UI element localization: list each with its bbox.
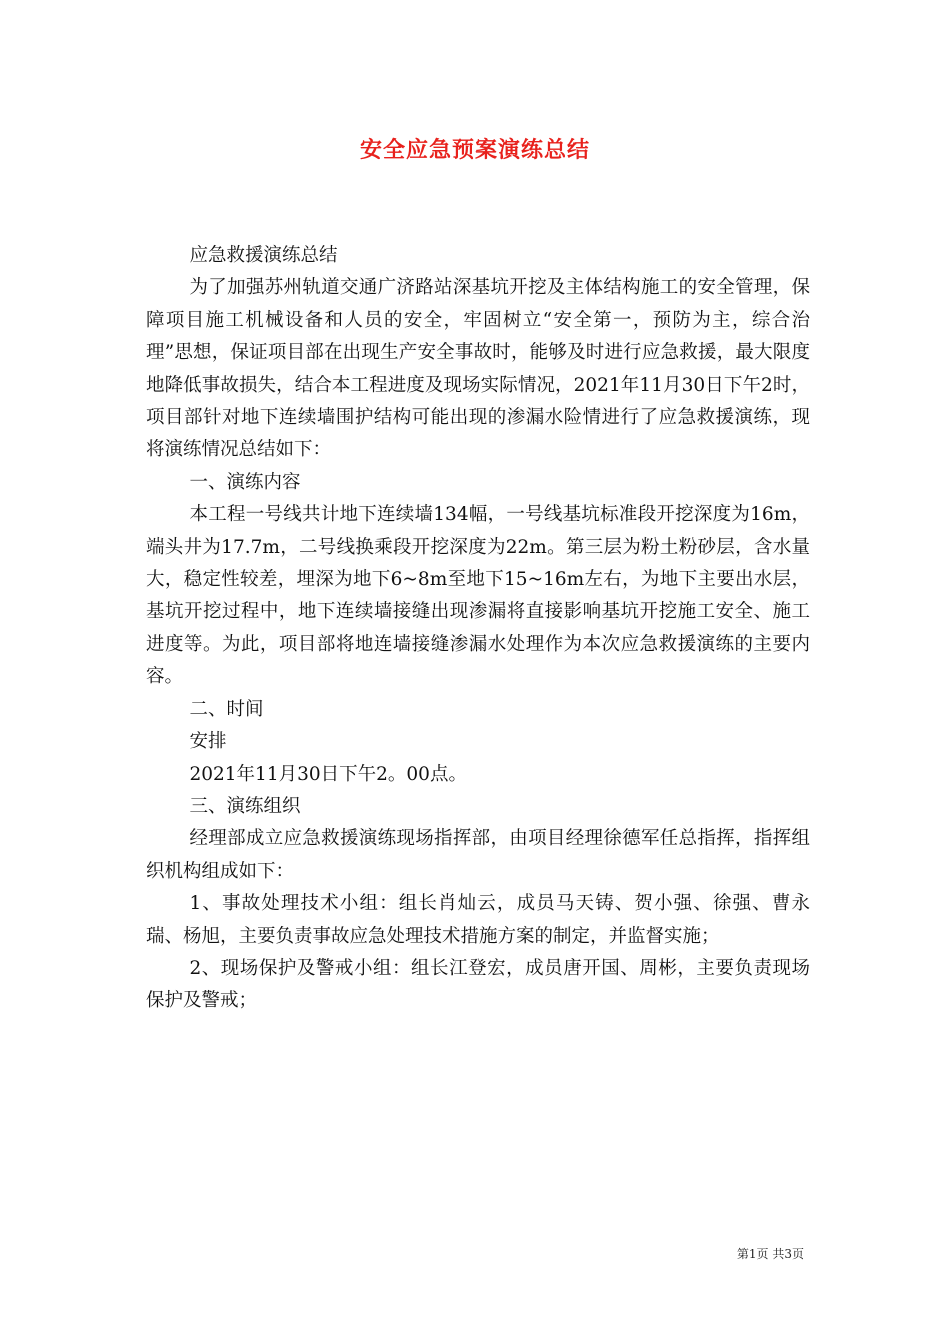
document-title: 安全应急预案演练总结	[359, 137, 590, 163]
paragraph-intro: 为了加强苏州轨道交通广济路站深基坑开挖及主体结构施工的安全管理，保障项目施工机械设备和人员的安全，牢固树立“安全第一，预防为主，综合治理”思想，保证项目部在出现生产安全事故时，能够及时进行应急救援，最大限度地降低事故损失，结合本工程进度及现场实际情况，2021年11月30日下午2时，项目部针对地下连续墙围护结构可能出现的渗漏水险情进行了应急救援演练，现将演练情况总结如下：	[146, 277, 810, 461]
paragraph-datetime: 2021年11月30日下午2。00点。	[189, 763, 467, 785]
section-heading-time: 二、时间	[189, 698, 264, 720]
paragraph-organization: 经理部成立应急救援演练现场指挥部，由项目经理徐德军任总指挥，指挥组织机构组成如下：	[146, 828, 810, 882]
paragraph-group-1: 1、事故处理技术小组：组长肖灿云，成员马天铸、贺小强、徐强、曹永瑞、杨旭，主要负责事故应急处理技术措施方案的制定，并监督实施；	[146, 893, 810, 947]
paragraph-group-2: 2、现场保护及警戒小组：组长江登宏，成员唐开国、周彬，主要负责现场保护及警戒；	[146, 957, 810, 1012]
paragraph-arrangement: 安排	[189, 731, 227, 753]
section-heading-organization: 三、演练组织	[189, 795, 301, 817]
page-number: 第1页 共3页	[736, 1247, 804, 1261]
section-heading-content: 一、演练内容	[189, 471, 301, 493]
document-body	[146, 240, 810, 1018]
paragraph-content: 本工程一号线共计地下连续墙134幅，一号线基坑标准段开挖深度为16m，端头井为17.7m，二号线换乘段开挖深度为22m。第三层为粉土粉砂层，含水量大，稳定性较差，埋深为地下6~8m至地下15~16m左右，为地下主要出水层，基坑开挖过程中，地下连续墙接缝出现渗漏将直接影响基坑开挖施工安全、施工进度等。为此，项目部将地连墙接缝渗漏水处理作为本次应急救援演练的主要内容。	[146, 504, 810, 688]
paragraph-heading: 应急救援演练总结	[189, 245, 338, 266]
